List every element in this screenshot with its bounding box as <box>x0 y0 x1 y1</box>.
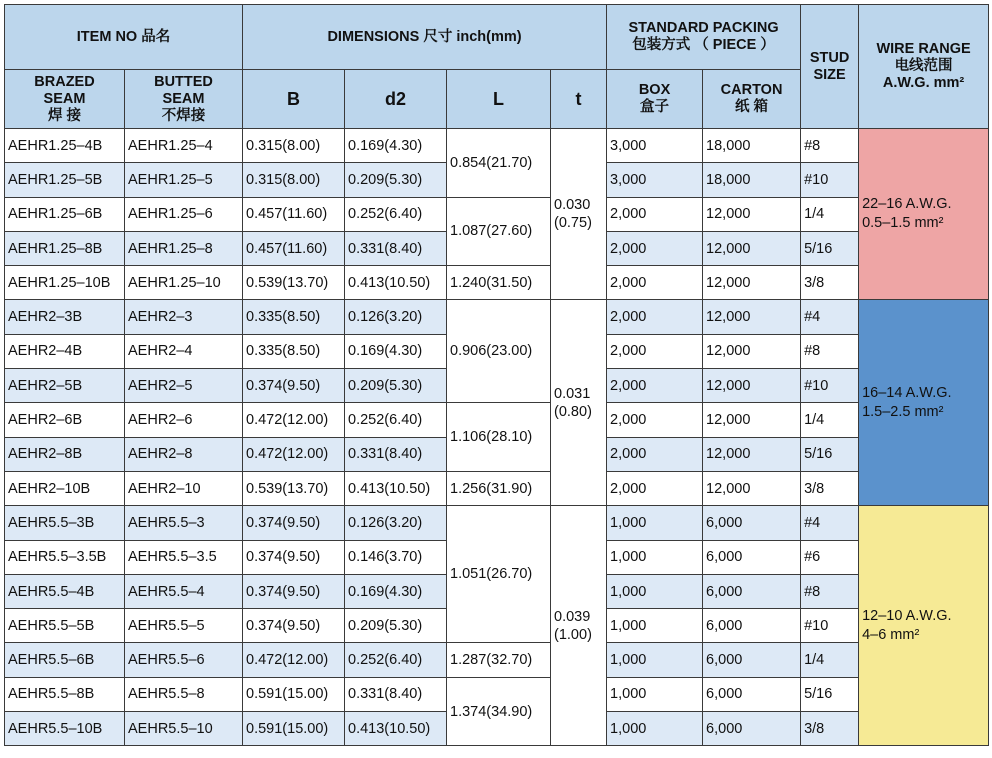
brazed-item-cell: AEHR5.5–5B <box>5 609 125 643</box>
butted-item-cell: AEHR5.5–5 <box>125 609 243 643</box>
box-cell: 2,000 <box>607 231 703 265</box>
wire-awg: 12–10 A.W.G. <box>862 607 952 624</box>
carton-cell: 6,000 <box>703 609 801 643</box>
d2-cell: 0.126(3.20) <box>345 300 447 334</box>
d2-cell: 0.331(8.40) <box>345 437 447 471</box>
b-cell: 0.472(12.00) <box>243 643 345 677</box>
stud-cell: 1/4 <box>801 403 859 437</box>
butted-label-1: BUTTED <box>154 73 213 90</box>
l-cell: 1.051(26.70) <box>447 506 551 643</box>
stud-cell: #10 <box>801 369 859 403</box>
box-cell: 1,000 <box>607 643 703 677</box>
packing-label-cn: 包装方式 （ PIECE ） <box>632 37 775 53</box>
d2-cell: 0.413(10.50) <box>345 266 447 300</box>
b-cell: 0.472(12.00) <box>243 437 345 471</box>
box-cell: 2,000 <box>607 266 703 300</box>
stud-cell: #4 <box>801 300 859 334</box>
stud-cell: 3/8 <box>801 712 859 746</box>
butted-item-cell: AEHR2–4 <box>125 334 243 368</box>
box-cell: 3,000 <box>607 163 703 197</box>
stud-cell: 3/8 <box>801 266 859 300</box>
butted-item-cell: AEHR2–5 <box>125 369 243 403</box>
table-body <box>5 129 989 746</box>
d2-cell: 0.209(5.30) <box>345 609 447 643</box>
stud-cell: 1/4 <box>801 197 859 231</box>
butted-item-cell: AEHR5.5–3.5 <box>125 540 243 574</box>
stud-cell: 5/16 <box>801 677 859 711</box>
d2-cell: 0.331(8.40) <box>345 677 447 711</box>
stud-cell: 3/8 <box>801 471 859 505</box>
carton-cell: 6,000 <box>703 643 801 677</box>
butted-item-cell: AEHR1.25–6 <box>125 197 243 231</box>
table-row <box>5 506 989 540</box>
wire-mm: 1.5–2.5 mm² <box>862 403 944 420</box>
carton-cell: 18,000 <box>703 163 801 197</box>
box-cell: 2,000 <box>607 471 703 505</box>
terminal-spec-table <box>4 4 989 746</box>
t-inch: 0.030 <box>554 197 591 214</box>
b-cell: 0.374(9.50) <box>243 540 345 574</box>
d2-cell: 0.169(4.30) <box>345 334 447 368</box>
carton-cell: 6,000 <box>703 506 801 540</box>
brazed-item-cell: AEHR2–3B <box>5 300 125 334</box>
box-cell: 1,000 <box>607 609 703 643</box>
t-cell <box>551 506 607 746</box>
table-row <box>5 197 989 231</box>
butted-item-cell: AEHR5.5–10 <box>125 712 243 746</box>
brazed-item-cell: AEHR2–8B <box>5 437 125 471</box>
butted-seam-header <box>125 70 243 129</box>
d2-cell: 0.169(4.30) <box>345 574 447 608</box>
wire-range-header <box>859 5 989 129</box>
d2-cell: 0.209(5.30) <box>345 163 447 197</box>
stud-size-header <box>801 5 859 129</box>
carton-cell: 18,000 <box>703 129 801 163</box>
d2-cell: 0.413(10.50) <box>345 712 447 746</box>
table-row <box>5 677 989 711</box>
brazed-item-cell: AEHR2–6B <box>5 403 125 437</box>
col-t-header: t <box>551 70 607 129</box>
brazed-item-cell: AEHR2–10B <box>5 471 125 505</box>
butted-item-cell: AEHR5.5–8 <box>125 677 243 711</box>
b-cell: 0.335(8.50) <box>243 300 345 334</box>
carton-cell: 12,000 <box>703 369 801 403</box>
d2-cell: 0.146(3.70) <box>345 540 447 574</box>
b-cell: 0.374(9.50) <box>243 609 345 643</box>
col-l-header: L <box>447 70 551 129</box>
box-cell: 2,000 <box>607 369 703 403</box>
col-b-header: B <box>243 70 345 129</box>
stud-cell: 5/16 <box>801 437 859 471</box>
l-cell: 0.906(23.00) <box>447 300 551 403</box>
butted-item-cell: AEHR1.25–8 <box>125 231 243 265</box>
b-cell: 0.457(11.60) <box>243 231 345 265</box>
t-mm: (0.75) <box>554 215 592 232</box>
box-cell: 3,000 <box>607 129 703 163</box>
d2-cell: 0.169(4.30) <box>345 129 447 163</box>
box-cell: 1,000 <box>607 677 703 711</box>
stud-label-1: STUD <box>809 49 850 66</box>
brazed-item-cell: AEHR5.5–3.5B <box>5 540 125 574</box>
butted-item-cell: AEHR1.25–4 <box>125 129 243 163</box>
brazed-item-cell: AEHR5.5–3B <box>5 506 125 540</box>
stud-cell: #8 <box>801 574 859 608</box>
butted-item-cell: AEHR1.25–10 <box>125 266 243 300</box>
stud-label-2: SIZE <box>813 66 846 83</box>
table-row <box>5 471 989 505</box>
carton-cell: 6,000 <box>703 677 801 711</box>
brazed-item-cell: AEHR1.25–4B <box>5 129 125 163</box>
d2-cell: 0.126(3.20) <box>345 506 447 540</box>
carton-cell: 12,000 <box>703 334 801 368</box>
t-inch: 0.031 <box>554 385 591 402</box>
table-row <box>5 300 989 334</box>
d2-cell: 0.252(6.40) <box>345 197 447 231</box>
d2-cell: 0.209(5.30) <box>345 369 447 403</box>
carton-cell: 12,000 <box>703 197 801 231</box>
b-cell: 0.315(8.00) <box>243 163 345 197</box>
stud-cell: #10 <box>801 163 859 197</box>
carton-cell: 12,000 <box>703 403 801 437</box>
t-cell <box>551 300 607 506</box>
carton-cell: 12,000 <box>703 471 801 505</box>
butted-item-cell: AEHR5.5–6 <box>125 643 243 677</box>
carton-cell: 6,000 <box>703 712 801 746</box>
b-cell: 0.472(12.00) <box>243 403 345 437</box>
brazed-seam-header <box>5 70 125 129</box>
brazed-item-cell: AEHR5.5–6B <box>5 643 125 677</box>
b-cell: 0.539(13.70) <box>243 471 345 505</box>
brazed-item-cell: AEHR5.5–10B <box>5 712 125 746</box>
box-label-cn: 盒子 <box>640 99 670 115</box>
brazed-label-3: 焊 接 <box>47 107 82 124</box>
item-no-header: ITEM NO 品名 <box>5 5 243 70</box>
butted-item-cell: AEHR5.5–4 <box>125 574 243 608</box>
header-row-1 <box>5 5 989 70</box>
b-cell: 0.315(8.00) <box>243 129 345 163</box>
stud-cell: #8 <box>801 129 859 163</box>
l-cell: 1.087(27.60) <box>447 197 551 266</box>
stud-cell: #10 <box>801 609 859 643</box>
d2-cell: 0.252(6.40) <box>345 643 447 677</box>
b-cell: 0.335(8.50) <box>243 334 345 368</box>
carton-cell: 12,000 <box>703 266 801 300</box>
butted-label-2: SEAM <box>162 90 205 107</box>
table-row <box>5 129 989 163</box>
wire-awg: 16–14 A.W.G. <box>862 384 952 401</box>
d2-cell: 0.413(10.50) <box>345 471 447 505</box>
carton-label-cn: 纸 箱 <box>735 99 769 115</box>
t-cell <box>551 129 607 300</box>
box-label-en: BOX <box>638 82 671 98</box>
b-cell: 0.591(15.00) <box>243 712 345 746</box>
box-cell: 2,000 <box>607 334 703 368</box>
brazed-item-cell: AEHR2–4B <box>5 334 125 368</box>
wire-range-cell <box>859 300 989 506</box>
l-cell: 1.106(28.10) <box>447 403 551 472</box>
butted-item-cell: AEHR1.25–5 <box>125 163 243 197</box>
wire-range-label-cn: 电线范围 <box>894 58 953 74</box>
stud-cell: #6 <box>801 540 859 574</box>
brazed-item-cell: AEHR1.25–6B <box>5 197 125 231</box>
butted-item-cell: AEHR2–6 <box>125 403 243 437</box>
carton-cell: 6,000 <box>703 540 801 574</box>
l-cell: 1.240(31.50) <box>447 266 551 300</box>
brazed-label-2: SEAM <box>43 90 86 107</box>
brazed-item-cell: AEHR5.5–8B <box>5 677 125 711</box>
stud-cell: 1/4 <box>801 643 859 677</box>
d2-cell: 0.252(6.40) <box>345 403 447 437</box>
stud-cell: #8 <box>801 334 859 368</box>
butted-item-cell: AEHR5.5–3 <box>125 506 243 540</box>
b-cell: 0.374(9.50) <box>243 369 345 403</box>
d2-cell: 0.331(8.40) <box>345 231 447 265</box>
box-cell: 2,000 <box>607 197 703 231</box>
brazed-item-cell: AEHR2–5B <box>5 369 125 403</box>
b-cell: 0.374(9.50) <box>243 574 345 608</box>
packing-label-en: STANDARD PACKING <box>628 20 779 36</box>
butted-item-cell: AEHR2–8 <box>125 437 243 471</box>
carton-cell: 12,000 <box>703 231 801 265</box>
t-mm: (1.00) <box>554 626 592 643</box>
box-cell: 2,000 <box>607 300 703 334</box>
b-cell: 0.374(9.50) <box>243 506 345 540</box>
wire-mm: 0.5–1.5 mm² <box>862 215 944 232</box>
butted-label-3: 不焊接 <box>161 107 206 124</box>
table-row <box>5 266 989 300</box>
butted-item-cell: AEHR2–10 <box>125 471 243 505</box>
b-cell: 0.457(11.60) <box>243 197 345 231</box>
table-row <box>5 643 989 677</box>
carton-cell: 12,000 <box>703 437 801 471</box>
carton-header <box>703 70 801 129</box>
b-cell: 0.539(13.70) <box>243 266 345 300</box>
l-cell: 0.854(21.70) <box>447 129 551 198</box>
box-cell: 1,000 <box>607 506 703 540</box>
wire-range-cell <box>859 506 989 746</box>
brazed-item-cell: AEHR5.5–4B <box>5 574 125 608</box>
box-cell: 1,000 <box>607 574 703 608</box>
box-cell: 2,000 <box>607 437 703 471</box>
box-header <box>607 70 703 129</box>
wire-mm: 4–6 mm² <box>862 626 920 643</box>
wire-range-cell <box>859 129 989 300</box>
dimensions-header: DIMENSIONS 尺寸 inch(mm) <box>243 5 607 70</box>
carton-cell: 6,000 <box>703 574 801 608</box>
stud-cell: #4 <box>801 506 859 540</box>
t-mm: (0.80) <box>554 403 592 420</box>
b-cell: 0.591(15.00) <box>243 677 345 711</box>
table-row <box>5 403 989 437</box>
l-cell: 1.256(31.90) <box>447 471 551 505</box>
col-d2-header: d2 <box>345 70 447 129</box>
wire-awg: 22–16 A.W.G. <box>862 196 952 213</box>
brazed-item-cell: AEHR1.25–5B <box>5 163 125 197</box>
wire-range-units: A.W.G. mm² <box>882 75 965 91</box>
box-cell: 1,000 <box>607 540 703 574</box>
brazed-label-1: BRAZED <box>34 73 95 90</box>
brazed-item-cell: AEHR1.25–10B <box>5 266 125 300</box>
box-cell: 2,000 <box>607 403 703 437</box>
stud-cell: 5/16 <box>801 231 859 265</box>
t-inch: 0.039 <box>554 608 591 625</box>
standard-packing-header <box>607 5 801 70</box>
l-cell: 1.287(32.70) <box>447 643 551 677</box>
carton-label-en: CARTON <box>720 82 783 98</box>
brazed-item-cell: AEHR1.25–8B <box>5 231 125 265</box>
box-cell: 1,000 <box>607 712 703 746</box>
wire-range-label-en: WIRE RANGE <box>876 41 971 57</box>
carton-cell: 12,000 <box>703 300 801 334</box>
butted-item-cell: AEHR2–3 <box>125 300 243 334</box>
l-cell: 1.374(34.90) <box>447 677 551 746</box>
